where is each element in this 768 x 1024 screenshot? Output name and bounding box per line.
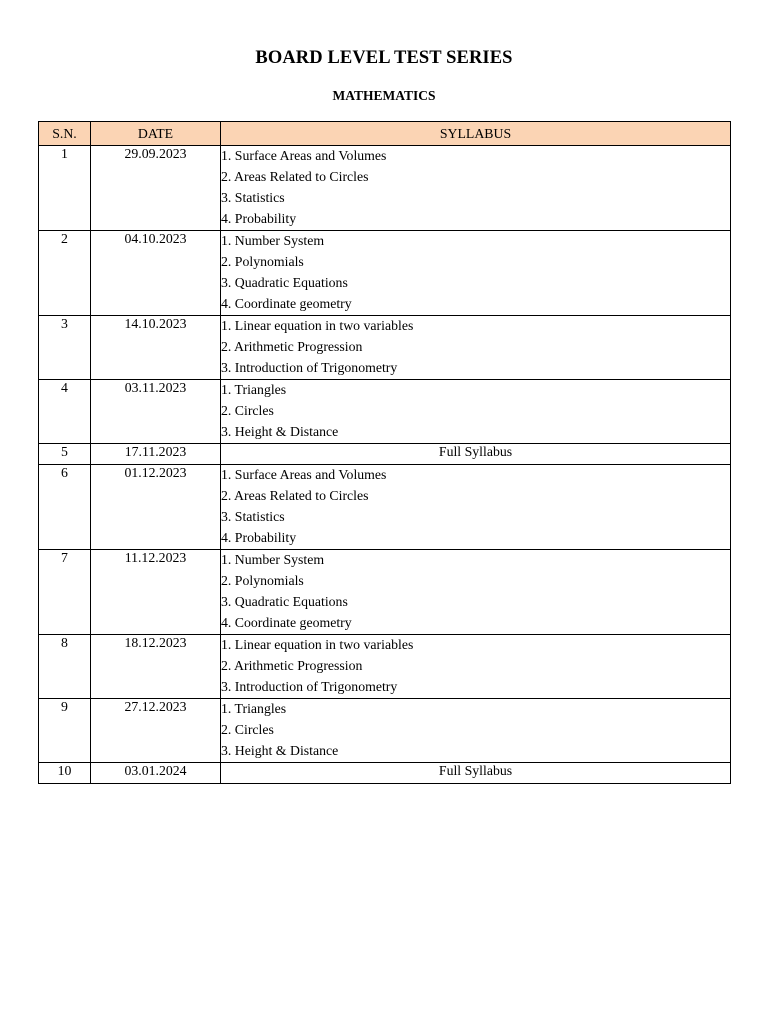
serial-number-cell: 10 bbox=[39, 763, 91, 784]
table-row bbox=[39, 763, 731, 784]
syllabus-topic: 1. Triangles bbox=[221, 382, 287, 397]
header-row bbox=[39, 122, 731, 146]
full-syllabus-cell: Full Syllabus bbox=[221, 444, 731, 465]
syllabus-topic: 4. Probability bbox=[221, 211, 297, 226]
document-subtitle: MATHEMATICS bbox=[332, 88, 436, 103]
syllabus-topic: 1. Linear equation in two variables bbox=[221, 637, 414, 652]
table-row bbox=[39, 380, 731, 444]
serial-number-cell: 8 bbox=[39, 635, 91, 699]
date-cell: 03.01.2024 bbox=[91, 763, 221, 784]
date-cell: 27.12.2023 bbox=[91, 699, 221, 763]
syllabus-topic: 1. Surface Areas and Volumes bbox=[221, 148, 387, 163]
table-row bbox=[39, 444, 731, 465]
syllabus-topic: 2. Arithmetic Progression bbox=[221, 658, 363, 673]
serial-number-cell: 4 bbox=[39, 380, 91, 444]
table-header bbox=[39, 122, 731, 146]
date-cell: 11.12.2023 bbox=[91, 550, 221, 635]
syllabus-topic: 3. Statistics bbox=[221, 190, 285, 205]
header-date: DATE bbox=[91, 122, 221, 146]
syllabus-topic: 3. Quadratic Equations bbox=[221, 594, 348, 609]
syllabus-topic: 3. Height & Distance bbox=[221, 743, 339, 758]
table-row bbox=[39, 316, 731, 380]
date-cell: 29.09.2023 bbox=[91, 146, 221, 231]
syllabus-topic: 3. Height & Distance bbox=[221, 424, 339, 439]
syllabus-topic: 2. Arithmetic Progression bbox=[221, 339, 363, 354]
table-row bbox=[39, 465, 731, 550]
test-schedule-table bbox=[38, 121, 731, 784]
syllabus-topic: 4. Coordinate geometry bbox=[221, 296, 352, 311]
syllabus-cell bbox=[221, 146, 731, 231]
date-cell: 03.11.2023 bbox=[91, 380, 221, 444]
syllabus-topic: 2. Polynomials bbox=[221, 254, 304, 269]
syllabus-cell bbox=[221, 380, 731, 444]
date-cell: 14.10.2023 bbox=[91, 316, 221, 380]
syllabus-topic: 2. Polynomials bbox=[221, 573, 304, 588]
syllabus-topic: 3. Introduction of Trigonometry bbox=[221, 679, 398, 694]
syllabus-cell bbox=[221, 635, 731, 699]
table-row bbox=[39, 699, 731, 763]
table-row bbox=[39, 635, 731, 699]
date-cell: 01.12.2023 bbox=[91, 465, 221, 550]
syllabus-topic: 1. Triangles bbox=[221, 701, 287, 716]
syllabus-topic: 2. Circles bbox=[221, 722, 274, 737]
syllabus-topic: 2. Areas Related to Circles bbox=[221, 488, 369, 503]
syllabus-topic: 1. Number System bbox=[221, 233, 325, 248]
syllabus-cell bbox=[221, 316, 731, 380]
syllabus-cell bbox=[221, 699, 731, 763]
serial-number-cell: 9 bbox=[39, 699, 91, 763]
syllabus-topic: 3. Introduction of Trigonometry bbox=[221, 360, 398, 375]
serial-number-cell: 5 bbox=[39, 444, 91, 465]
serial-number-cell: 1 bbox=[39, 146, 91, 231]
syllabus-topic: 4. Probability bbox=[221, 530, 297, 545]
serial-number-cell: 3 bbox=[39, 316, 91, 380]
serial-number-cell: 7 bbox=[39, 550, 91, 635]
table-row bbox=[39, 550, 731, 635]
date-cell: 04.10.2023 bbox=[91, 231, 221, 316]
syllabus-topic: 3. Quadratic Equations bbox=[221, 275, 348, 290]
date-cell: 18.12.2023 bbox=[91, 635, 221, 699]
date-cell: 17.11.2023 bbox=[91, 444, 221, 465]
serial-number-cell: 6 bbox=[39, 465, 91, 550]
syllabus-topic: 1. Surface Areas and Volumes bbox=[221, 467, 387, 482]
document-title: BOARD LEVEL TEST SERIES bbox=[255, 48, 513, 68]
table-body bbox=[39, 146, 731, 784]
syllabus-topic: 2. Circles bbox=[221, 403, 274, 418]
full-syllabus-cell: Full Syllabus bbox=[221, 763, 731, 784]
syllabus-topic: 1. Number System bbox=[221, 552, 325, 567]
syllabus-topic: 1. Linear equation in two variables bbox=[221, 318, 414, 333]
syllabus-cell bbox=[221, 465, 731, 550]
syllabus-cell bbox=[221, 231, 731, 316]
table-row bbox=[39, 231, 731, 316]
syllabus-cell bbox=[221, 550, 731, 635]
table-row bbox=[39, 146, 731, 231]
syllabus-topic: 2. Areas Related to Circles bbox=[221, 169, 369, 184]
syllabus-topic: 3. Statistics bbox=[221, 509, 285, 524]
header-sn: S.N. bbox=[39, 122, 91, 146]
syllabus-topic: 4. Coordinate geometry bbox=[221, 615, 352, 630]
header-syllabus: SYLLABUS bbox=[221, 122, 731, 146]
serial-number-cell: 2 bbox=[39, 231, 91, 316]
